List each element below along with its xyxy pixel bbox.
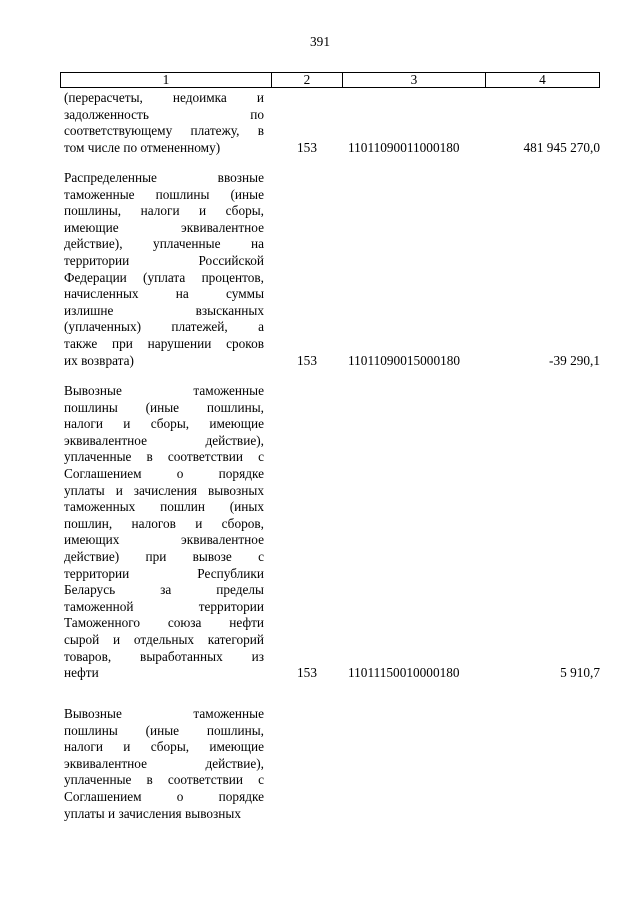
description-line: также при нарушении сроков: [64, 335, 264, 351]
description-line: уплаты и зачисления вывозных: [64, 482, 264, 498]
description-line: задолженность по: [64, 106, 264, 122]
page-number: 391: [310, 34, 330, 49]
description-line: соответствующему платежу, в: [64, 123, 264, 139]
description-line: пошлины, налоги и сборы,: [64, 203, 264, 219]
description-line: нефти: [64, 665, 99, 681]
description-line: уплаты и зачисления вывозных: [64, 805, 242, 821]
description-line: пошлины (иные пошлины,: [64, 399, 264, 415]
description-line: пошлины (иные пошлины,: [64, 722, 264, 738]
description-line: том числе по отмененному): [64, 139, 221, 155]
description-line: начисленных на суммы: [64, 286, 264, 302]
description-line: их возврата): [64, 352, 134, 368]
description-line: действие) при вывозе с: [64, 548, 264, 564]
description-line: таможенные пошлины (иные: [64, 186, 264, 202]
budget-classification-code: 11011150010000180: [348, 665, 460, 681]
budget-classification-code: 11011090015000180: [348, 352, 461, 368]
column-header-1: 1: [60, 72, 272, 88]
description-line: уплаченные в соответствии с: [64, 449, 264, 465]
description-line: имеющих эквивалентное: [64, 532, 264, 548]
description-line: Распределенные ввозные: [64, 170, 264, 185]
description-line: Федерации (уплата процентов,: [64, 269, 264, 285]
amount: 5 910,7: [560, 665, 600, 681]
row-description: [64, 90, 264, 156]
description-line: Беларусь за пределы: [64, 582, 264, 598]
description-line: таможенной территории: [64, 598, 264, 614]
admin-code: 153: [297, 665, 317, 681]
description-line: (уплаченных) платежей, а: [64, 319, 264, 335]
description-line: территории Российской: [64, 252, 264, 268]
column-header-3: 3: [342, 72, 486, 88]
row-description: [64, 170, 264, 369]
column-header-4: 4: [485, 72, 600, 88]
amount: -39 290,1: [549, 352, 600, 368]
description-line: пошлин, налогов и сборов,: [64, 515, 264, 531]
description-line: Соглашением о порядке: [64, 788, 264, 804]
row-description: [64, 706, 264, 822]
admin-code: 153: [297, 139, 317, 155]
description-line: товаров, выработанных из: [64, 648, 264, 664]
description-line: эквивалентное действие),: [64, 432, 264, 448]
column-header-2: 2: [271, 72, 343, 88]
description-line: Соглашением о порядке: [64, 465, 264, 481]
description-line: (перерасчеты, недоимка и: [64, 90, 264, 105]
description-line: Таможенного союза нефти: [64, 615, 264, 631]
row-description: [64, 383, 264, 682]
description-line: налоги и сборы, имеющие: [64, 739, 264, 755]
description-line: эквивалентное действие),: [64, 755, 264, 771]
amount: 481 945 270,0: [523, 139, 600, 155]
description-line: территории Республики: [64, 565, 264, 581]
budget-classification-code: 11011090011000180: [348, 139, 460, 155]
admin-code: 153: [297, 352, 317, 368]
description-line: Вывозные таможенные: [64, 383, 264, 398]
description-line: налоги и сборы, имеющие: [64, 416, 264, 432]
description-line: таможенных пошлин (иных: [64, 499, 264, 515]
description-line: имеющие эквивалентное: [64, 219, 264, 235]
description-line: уплаченные в соответствии с: [64, 772, 264, 788]
description-line: Вывозные таможенные: [64, 706, 264, 721]
description-line: сырой и отдельных категорий: [64, 631, 264, 647]
description-line: действие), уплаченные на: [64, 236, 264, 252]
description-line: излишне взысканных: [64, 302, 264, 318]
